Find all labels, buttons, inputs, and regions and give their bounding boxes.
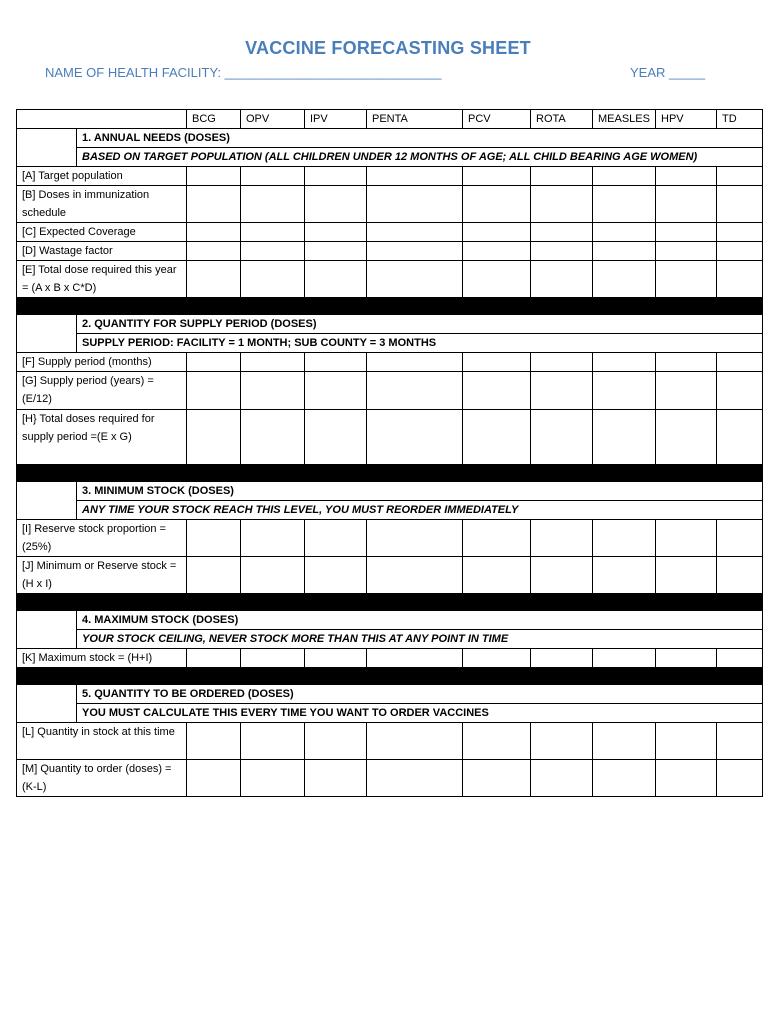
- input-cell[interactable]: [241, 557, 305, 594]
- table-row: [17, 760, 763, 797]
- input-cell[interactable]: [305, 723, 367, 760]
- column-header: MEASLES: [593, 110, 656, 129]
- section-blank-cell: [17, 129, 77, 167]
- input-cell[interactable]: [463, 410, 531, 465]
- input-cell[interactable]: [305, 261, 367, 298]
- section-subtitle-row: [17, 148, 763, 167]
- input-cell[interactable]: [656, 723, 717, 760]
- input-cell[interactable]: [593, 649, 656, 668]
- input-cell[interactable]: [531, 242, 593, 261]
- row-label: [G] Supply period (years) = (E/12): [17, 372, 187, 410]
- section-blank-cell: [17, 611, 77, 649]
- input-cell[interactable]: [717, 242, 763, 261]
- input-cell[interactable]: [463, 261, 531, 298]
- input-cell[interactable]: [656, 410, 717, 465]
- table-row: [17, 410, 763, 465]
- input-cell[interactable]: [656, 760, 717, 797]
- input-cell[interactable]: [187, 520, 241, 557]
- input-cell[interactable]: [593, 372, 656, 410]
- section-separator: [17, 594, 763, 611]
- column-header: ROTA: [531, 110, 593, 129]
- section-title-row: [17, 685, 763, 704]
- column-header: BCG: [187, 110, 241, 129]
- input-cell[interactable]: [593, 261, 656, 298]
- facility-name-field[interactable]: NAME OF HEALTH FACILITY: ______________________________: [45, 65, 442, 80]
- row-label: [I] Reserve stock proportion = (25%): [17, 520, 187, 557]
- section-title: 1. ANNUAL NEEDS (DOSES): [77, 129, 763, 148]
- input-cell[interactable]: [717, 410, 763, 465]
- year-field[interactable]: YEAR _____: [630, 65, 706, 80]
- section-blank-cell: [17, 482, 77, 520]
- row-label: [B] Doses in immunization schedule: [17, 186, 187, 223]
- table-row: [17, 557, 763, 594]
- input-cell[interactable]: [531, 167, 593, 186]
- row-label: [F] Supply period (months): [17, 353, 187, 372]
- section-subtitle: YOU MUST CALCULATE THIS EVERY TIME YOU WANT TO ORDER VACCINES: [77, 704, 763, 723]
- input-cell[interactable]: [187, 186, 241, 223]
- forecast-table: [16, 109, 763, 797]
- input-cell[interactable]: [367, 723, 463, 760]
- section-title-row: [17, 611, 763, 630]
- input-cell[interactable]: [717, 372, 763, 410]
- input-cell[interactable]: [531, 760, 593, 797]
- table-row: [17, 723, 763, 760]
- header-corner-cell: [17, 110, 187, 129]
- input-cell[interactable]: [187, 261, 241, 298]
- input-cell[interactable]: [241, 649, 305, 668]
- input-cell[interactable]: [593, 557, 656, 594]
- input-cell[interactable]: [241, 223, 305, 242]
- input-cell[interactable]: [656, 167, 717, 186]
- input-cell[interactable]: [187, 723, 241, 760]
- input-cell[interactable]: [187, 410, 241, 465]
- input-cell[interactable]: [305, 372, 367, 410]
- input-cell[interactable]: [717, 723, 763, 760]
- input-cell[interactable]: [187, 557, 241, 594]
- input-cell[interactable]: [531, 520, 593, 557]
- input-cell[interactable]: [187, 353, 241, 372]
- page-title: VACCINE FORECASTING SHEET: [245, 38, 531, 58]
- row-label: [C] Expected Coverage: [17, 223, 187, 242]
- input-cell[interactable]: [717, 223, 763, 242]
- input-cell[interactable]: [593, 186, 656, 223]
- input-cell[interactable]: [367, 223, 463, 242]
- input-cell[interactable]: [593, 223, 656, 242]
- input-cell[interactable]: [367, 557, 463, 594]
- input-cell[interactable]: [593, 723, 656, 760]
- input-cell[interactable]: [531, 353, 593, 372]
- input-cell[interactable]: [593, 520, 656, 557]
- input-cell[interactable]: [367, 372, 463, 410]
- input-cell[interactable]: [531, 410, 593, 465]
- input-cell[interactable]: [656, 186, 717, 223]
- input-cell[interactable]: [531, 261, 593, 298]
- section-separator: [17, 668, 763, 685]
- input-cell[interactable]: [367, 760, 463, 797]
- input-cell[interactable]: [656, 353, 717, 372]
- section-title-row: [17, 129, 763, 148]
- section-title: 3. MINIMUM STOCK (DOSES): [77, 482, 763, 501]
- separator-bar: [17, 594, 763, 611]
- input-cell[interactable]: [463, 723, 531, 760]
- input-cell[interactable]: [531, 723, 593, 760]
- input-cell[interactable]: [367, 242, 463, 261]
- input-cell[interactable]: [187, 760, 241, 797]
- section-subtitle: BASED ON TARGET POPULATION (ALL CHILDREN UNDER 12 MONTHS OF AGE; ALL CHILD BEARING AGE WOMEN): [77, 148, 763, 167]
- section-title: 5. QUANTITY TO BE ORDERED (DOSES): [77, 685, 763, 704]
- section-subtitle-row: [17, 630, 763, 649]
- input-cell[interactable]: [305, 557, 367, 594]
- input-cell[interactable]: [241, 167, 305, 186]
- input-cell[interactable]: [187, 649, 241, 668]
- header-row: [17, 110, 763, 129]
- input-cell[interactable]: [241, 372, 305, 410]
- section-separator: [17, 298, 763, 315]
- section-title-row: [17, 482, 763, 501]
- row-label: [A] Target population: [17, 167, 187, 186]
- table-row: [17, 167, 763, 186]
- section-subtitle: ANY TIME YOUR STOCK REACH THIS LEVEL, YOU MUST REORDER IMMEDIATELY: [77, 501, 763, 520]
- input-cell[interactable]: [717, 261, 763, 298]
- input-cell[interactable]: [717, 557, 763, 594]
- input-cell[interactable]: [367, 167, 463, 186]
- input-cell[interactable]: [463, 223, 531, 242]
- input-cell[interactable]: [367, 410, 463, 465]
- column-header: OPV: [241, 110, 305, 129]
- input-cell[interactable]: [531, 557, 593, 594]
- input-cell[interactable]: [241, 410, 305, 465]
- input-cell[interactable]: [463, 760, 531, 797]
- input-cell[interactable]: [463, 242, 531, 261]
- input-cell[interactable]: [305, 223, 367, 242]
- input-cell[interactable]: [463, 353, 531, 372]
- column-header: PENTA: [367, 110, 463, 129]
- input-cell[interactable]: [531, 649, 593, 668]
- input-cell[interactable]: [717, 353, 763, 372]
- input-cell[interactable]: [656, 520, 717, 557]
- input-cell[interactable]: [531, 223, 593, 242]
- input-cell[interactable]: [241, 186, 305, 223]
- table-row: [17, 372, 763, 410]
- input-cell[interactable]: [463, 186, 531, 223]
- table-row: [17, 649, 763, 668]
- section-subtitle: YOUR STOCK CEILING, NEVER STOCK MORE THAN THIS AT ANY POINT IN TIME: [77, 630, 763, 649]
- section-subtitle-row: [17, 704, 763, 723]
- input-cell[interactable]: [593, 242, 656, 261]
- input-cell[interactable]: [593, 353, 656, 372]
- input-cell[interactable]: [593, 167, 656, 186]
- input-cell[interactable]: [367, 353, 463, 372]
- row-label: [L] Quantity in stock at this time: [17, 723, 187, 760]
- input-cell[interactable]: [305, 520, 367, 557]
- input-cell[interactable]: [463, 372, 531, 410]
- input-cell[interactable]: [241, 242, 305, 261]
- column-header: HPV: [656, 110, 717, 129]
- section-subtitle-row: [17, 501, 763, 520]
- input-cell[interactable]: [531, 372, 593, 410]
- table-row: [17, 186, 763, 223]
- input-cell[interactable]: [463, 557, 531, 594]
- input-cell[interactable]: [656, 372, 717, 410]
- input-cell[interactable]: [305, 410, 367, 465]
- input-cell[interactable]: [656, 649, 717, 668]
- input-cell[interactable]: [367, 261, 463, 298]
- input-cell[interactable]: [305, 760, 367, 797]
- input-cell[interactable]: [463, 167, 531, 186]
- section-title: 4. MAXIMUM STOCK (DOSES): [77, 611, 763, 630]
- input-cell[interactable]: [241, 760, 305, 797]
- column-header: PCV: [463, 110, 531, 129]
- input-cell[interactable]: [656, 223, 717, 242]
- input-cell[interactable]: [305, 649, 367, 668]
- section-blank-cell: [17, 315, 77, 353]
- table-row: [17, 520, 763, 557]
- input-cell[interactable]: [656, 261, 717, 298]
- input-cell[interactable]: [305, 353, 367, 372]
- separator-bar: [17, 668, 763, 685]
- section-subtitle: SUPPLY PERIOD: FACILITY = 1 MONTH; SUB COUNTY = 3 MONTHS: [77, 334, 763, 353]
- row-label: [D] Wastage factor: [17, 242, 187, 261]
- separator-bar: [17, 465, 763, 482]
- row-label: [E] Total dose required this year = (A x B x C*D): [17, 261, 187, 298]
- input-cell[interactable]: [656, 557, 717, 594]
- input-cell[interactable]: [305, 242, 367, 261]
- input-cell[interactable]: [367, 520, 463, 557]
- input-cell[interactable]: [717, 520, 763, 557]
- input-cell[interactable]: [593, 410, 656, 465]
- input-cell[interactable]: [187, 167, 241, 186]
- input-cell[interactable]: [367, 649, 463, 668]
- column-header: TD: [717, 110, 763, 129]
- table-row: [17, 353, 763, 372]
- input-cell[interactable]: [531, 186, 593, 223]
- section-blank-cell: [17, 685, 77, 723]
- input-cell[interactable]: [463, 649, 531, 668]
- section-title-row: [17, 315, 763, 334]
- input-cell[interactable]: [717, 760, 763, 797]
- input-cell[interactable]: [593, 760, 656, 797]
- input-cell[interactable]: [717, 649, 763, 668]
- input-cell[interactable]: [241, 261, 305, 298]
- table-row: [17, 261, 763, 298]
- separator-bar: [17, 298, 763, 315]
- input-cell[interactable]: [305, 167, 367, 186]
- table-row: [17, 242, 763, 261]
- input-cell[interactable]: [717, 167, 763, 186]
- input-cell[interactable]: [463, 520, 531, 557]
- input-cell[interactable]: [241, 520, 305, 557]
- input-cell[interactable]: [717, 186, 763, 223]
- input-cell[interactable]: [241, 353, 305, 372]
- input-cell[interactable]: [305, 186, 367, 223]
- row-label: [H} Total doses required for supply period =(E x G): [17, 410, 187, 465]
- row-label: [M] Quantity to order (doses) = (K-L): [17, 760, 187, 797]
- input-cell[interactable]: [241, 723, 305, 760]
- input-cell[interactable]: [187, 372, 241, 410]
- section-separator: [17, 465, 763, 482]
- row-label: [J] Minimum or Reserve stock = (H x I): [17, 557, 187, 594]
- column-header: IPV: [305, 110, 367, 129]
- table-row: [17, 223, 763, 242]
- input-cell[interactable]: [367, 186, 463, 223]
- section-subtitle-row: [17, 334, 763, 353]
- input-cell[interactable]: [656, 242, 717, 261]
- row-label: [K] Maximum stock = (H+I): [17, 649, 187, 668]
- section-title: 2. QUANTITY FOR SUPPLY PERIOD (DOSES): [77, 315, 763, 334]
- input-cell[interactable]: [187, 242, 241, 261]
- input-cell[interactable]: [187, 223, 241, 242]
